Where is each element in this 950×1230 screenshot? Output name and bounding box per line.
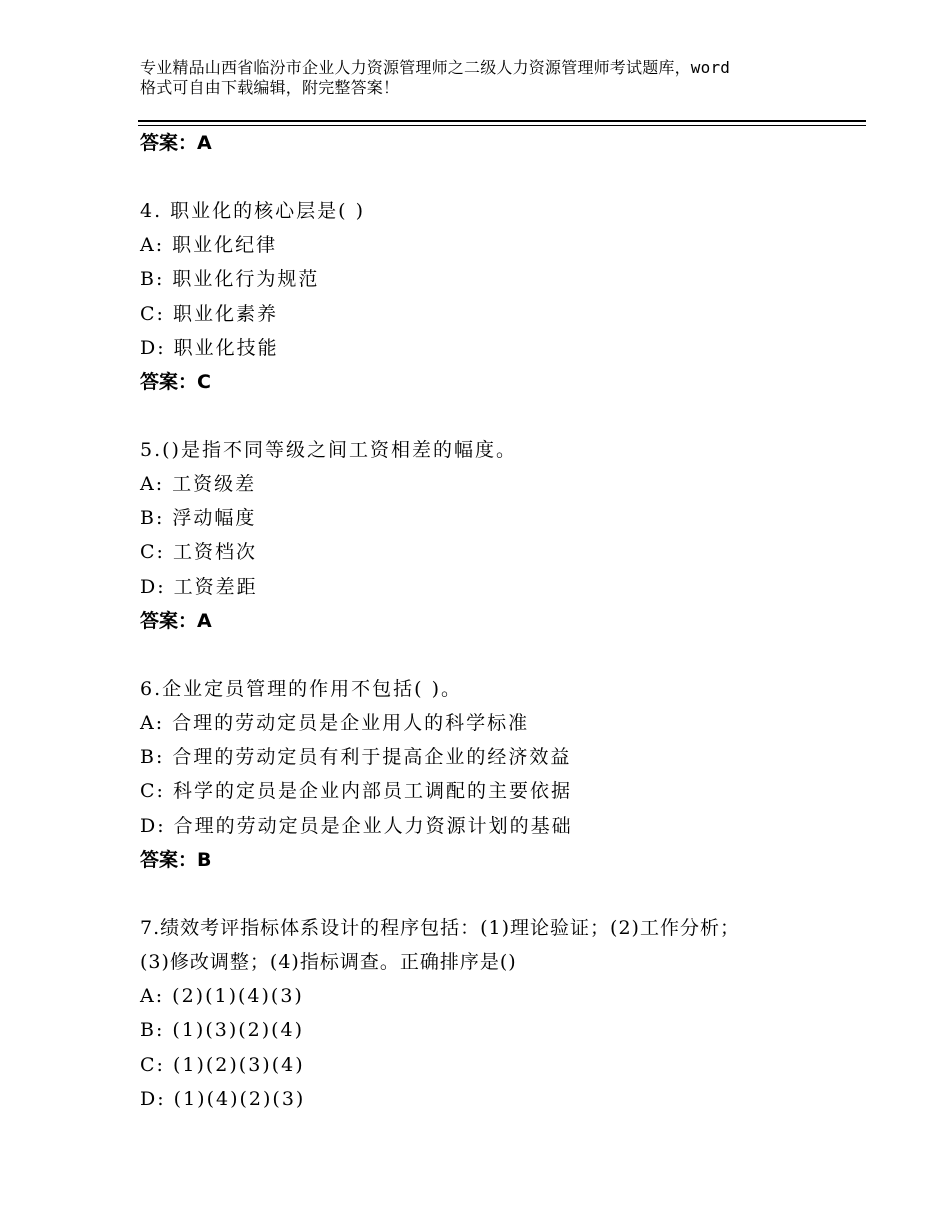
question-5-answer: 答案：A: [140, 610, 212, 632]
header-divider-thick: [138, 120, 866, 122]
question-5-option-d: D: 工资差距: [140, 576, 258, 598]
question-5-stem: 5.()是指不同等级之间工资相差的幅度。: [140, 439, 517, 461]
question-5-option-c: C: 工资档次: [140, 541, 257, 563]
question-5-option-a: A: 工资级差: [140, 473, 257, 495]
header-line-1: 专业精品山西省临汾市企业人力资源管理师之二级人力资源管理师考试题库，word: [140, 58, 731, 77]
question-7-option-d: D: (1)(4)(2)(3): [140, 1088, 306, 1110]
question-6-option-d: D: 合理的劳动定员是企业人力资源计划的基础: [140, 815, 573, 837]
question-4-option-b: B: 职业化行为规范: [140, 268, 320, 290]
header-divider-thin: [138, 125, 866, 126]
question-4-option-c: C: 职业化素养: [140, 303, 278, 325]
question-6-answer: 答案：B: [140, 849, 212, 871]
question-7-stem-line-1: 7.绩效考评指标体系设计的程序包括：(1)理论验证；(2)工作分析；: [140, 917, 740, 939]
answer-previous: 答案：A: [140, 132, 212, 154]
question-4-stem: 4. 职业化的核心层是( ): [140, 200, 366, 222]
question-6-option-c: C: 科学的定员是企业内部员工调配的主要依据: [140, 780, 572, 802]
question-7-option-c: C: (1)(2)(3)(4): [140, 1054, 305, 1076]
question-4-answer: 答案：C: [140, 371, 211, 393]
question-6-option-b: B: 合理的劳动定员有利于提高企业的经济效益: [140, 746, 572, 768]
question-6-option-a: A: 合理的劳动定员是企业用人的科学标准: [140, 712, 530, 734]
question-4-option-d: D: 职业化技能: [140, 337, 279, 359]
question-7-stem-line-2: (3)修改调整；(4)指标调查。正确排序是(): [140, 951, 517, 973]
header-line-2: 格式可自由下载编辑，附完整答案！: [140, 78, 400, 97]
question-5-option-b: B: 浮动幅度: [140, 507, 257, 529]
question-7-option-a: A: (2)(1)(4)(3): [140, 985, 304, 1007]
question-4-option-a: A: 职业化纪律: [140, 234, 278, 256]
document-header: [140, 58, 830, 98]
question-6-stem: 6.企业定员管理的作用不包括( )。: [140, 678, 462, 700]
question-7-option-b: B: (1)(3)(2)(4): [140, 1019, 305, 1041]
